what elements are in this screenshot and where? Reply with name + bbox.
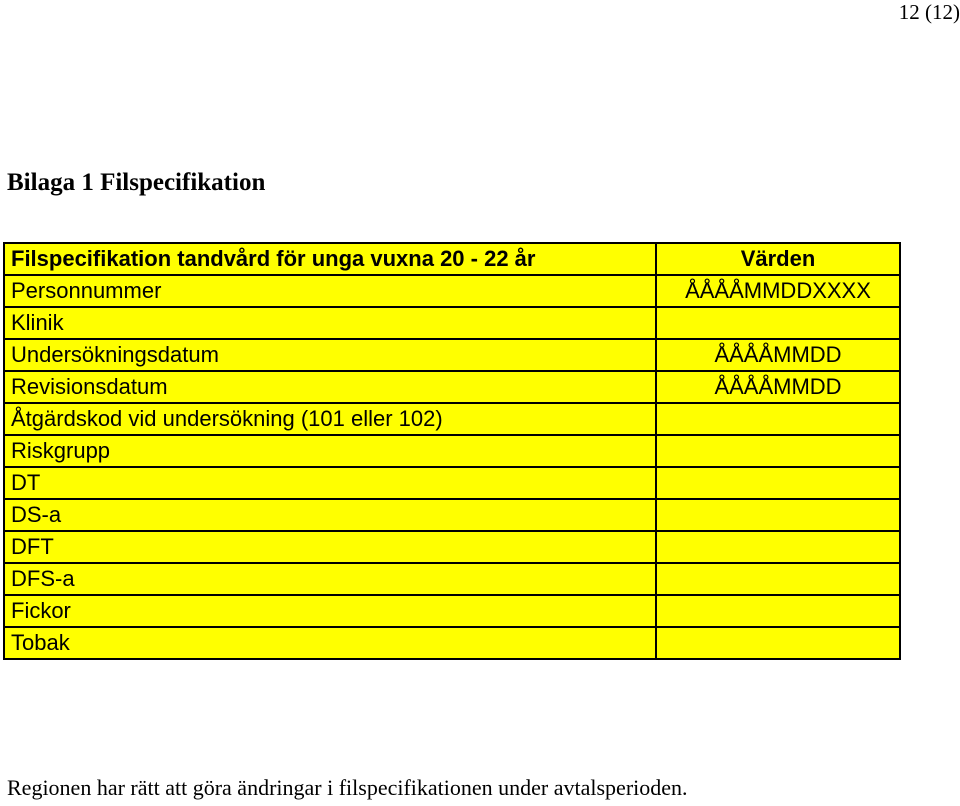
field-cell: DFT (4, 531, 656, 563)
field-cell: Personnummer (4, 275, 656, 307)
table-row (4, 371, 900, 403)
value-cell (656, 563, 900, 595)
field-cell: DFS-a (4, 563, 656, 595)
table-row (4, 275, 900, 307)
header-value: Värden (656, 243, 900, 275)
field-cell: Fickor (4, 595, 656, 627)
table-row (4, 499, 900, 531)
value-cell (656, 627, 900, 659)
value-cell (656, 531, 900, 563)
field-cell: Riskgrupp (4, 435, 656, 467)
table-row (4, 307, 900, 339)
table-row (4, 339, 900, 371)
value-cell (656, 307, 900, 339)
value-cell (656, 467, 900, 499)
table-row (4, 595, 900, 627)
field-cell: DS-a (4, 499, 656, 531)
table-row (4, 403, 900, 435)
table-row (4, 531, 900, 563)
value-cell: ÅÅÅÅMMDD (656, 339, 900, 371)
value-cell: ÅÅÅÅMMDDXXXX (656, 275, 900, 307)
field-cell: DT (4, 467, 656, 499)
field-cell: Tobak (4, 627, 656, 659)
table-row (4, 467, 900, 499)
value-cell: ÅÅÅÅMMDD (656, 371, 900, 403)
table-row (4, 435, 900, 467)
table-header-row (4, 243, 900, 275)
section-title: Bilaga 1 Filspecifikation (7, 169, 266, 196)
value-cell (656, 499, 900, 531)
table-row (4, 627, 900, 659)
file-specification-table (3, 242, 901, 660)
field-cell: Undersökningsdatum (4, 339, 656, 371)
value-cell (656, 403, 900, 435)
footer-note: Regionen har rätt att göra ändringar i filspecifikationen under avtalsperioden. (7, 775, 688, 800)
field-cell: Revisionsdatum (4, 371, 656, 403)
value-cell (656, 435, 900, 467)
value-cell (656, 595, 900, 627)
header-field: Filspecifikation tandvård för unga vuxna 20 - 22 år (4, 243, 656, 275)
field-cell: Klinik (4, 307, 656, 339)
field-cell: Åtgärdskod vid undersökning (101 eller 102) (4, 403, 656, 435)
table-row (4, 563, 900, 595)
page-number: 12 (12) (898, 0, 960, 24)
